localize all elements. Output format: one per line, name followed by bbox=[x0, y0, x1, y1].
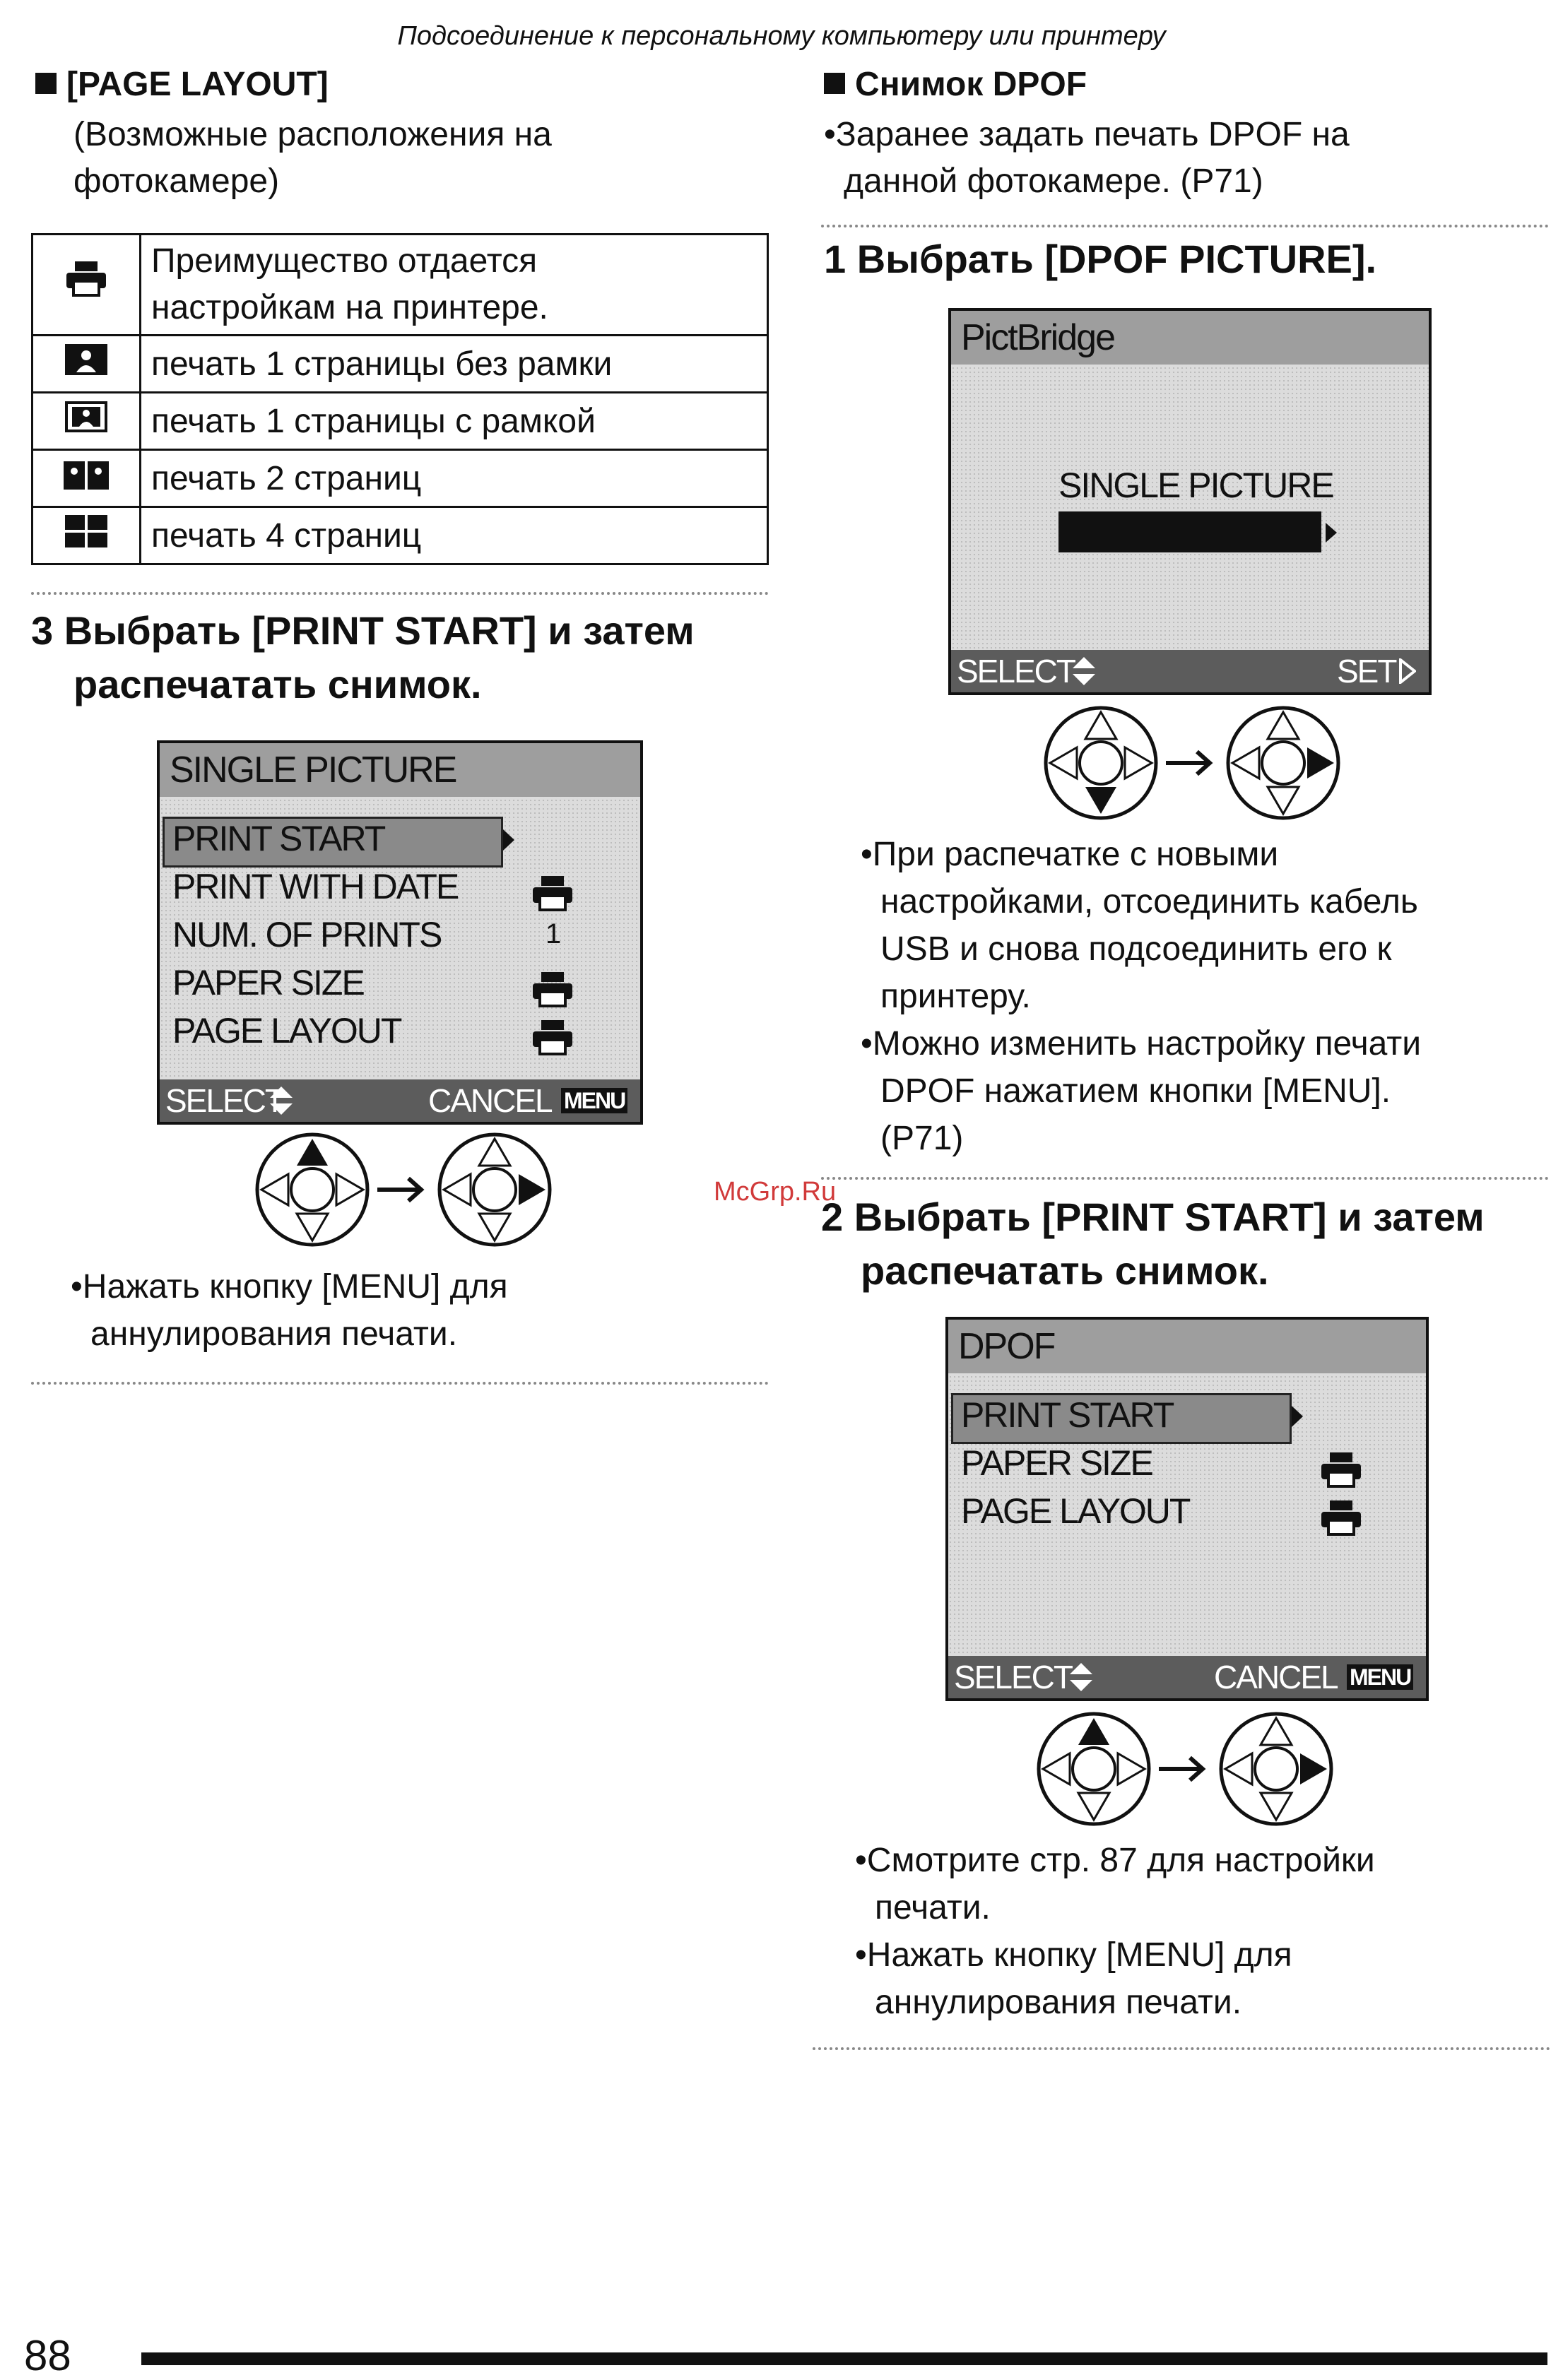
footer-select-label: SELECT bbox=[954, 1659, 1072, 1695]
single-border-icon bbox=[65, 401, 107, 432]
footer-select-label: SELECT bbox=[165, 1082, 283, 1119]
watermark: McGrp.Ru bbox=[714, 1177, 837, 1207]
footer-rule bbox=[141, 2352, 1547, 2365]
running-header: Подсоединение к персональному компьютеру или принтеру bbox=[397, 21, 1166, 51]
updown-arrows-icon bbox=[1068, 656, 1099, 687]
step-1-title: 1 Выбрать [DPOF PICTURE]. bbox=[824, 237, 1377, 281]
note-cancel-print: •Нажать кнопку [MENU] для аннулирования печати. bbox=[71, 1268, 508, 1353]
menu-button-tag: MENU bbox=[1347, 1664, 1413, 1690]
single-borderless-icon bbox=[65, 344, 107, 375]
dial-up-icon bbox=[257, 1135, 367, 1245]
divider bbox=[31, 1382, 769, 1385]
section-title-page-layout: [PAGE LAYOUT] bbox=[35, 65, 329, 104]
page-layout-table bbox=[31, 233, 769, 565]
two-page-icon bbox=[64, 461, 109, 490]
updown-arrows-icon bbox=[1066, 1662, 1097, 1693]
screen-title: PictBridge bbox=[951, 311, 1429, 365]
printer-icon bbox=[1319, 1499, 1364, 1536]
arrow-right-icon bbox=[1290, 1404, 1304, 1428]
square-bullet-icon bbox=[824, 73, 845, 94]
menu-item-single-picture[interactable]: SINGLE PICTURE bbox=[1058, 466, 1333, 505]
screen-footer bbox=[160, 1079, 640, 1122]
menu-item-print-with-date[interactable]: PRINT WITH DATE bbox=[172, 867, 459, 906]
square-bullet-icon bbox=[35, 73, 57, 94]
menu-item-print-start[interactable]: PRINT START bbox=[172, 819, 385, 858]
section-title-dpof: Снимок DPOF bbox=[824, 65, 1087, 104]
dial-navigation-diagram bbox=[252, 1129, 555, 1250]
printer-icon bbox=[530, 971, 575, 1007]
dial-navigation-diagram bbox=[1040, 702, 1344, 824]
footer-cancel-label: CANCEL bbox=[428, 1082, 552, 1119]
camera-screen-single-picture bbox=[157, 740, 643, 1125]
printer-icon bbox=[530, 875, 575, 911]
table-cell-text: Преимущество отдается настройкам на принтере. bbox=[141, 235, 768, 336]
footer-cancel-label: CANCEL bbox=[1214, 1659, 1338, 1695]
step-3-title: 3 Выбрать [PRINT START] и затем bbox=[31, 608, 695, 653]
notes-step-1: •При распечатке с новыми настройками, отсоединить кабель USB и снова подсоединить его к принтеру. •Можно изменить настройку печати DPOF нажатием кнопки [MENU]. (P71) bbox=[861, 836, 1422, 1157]
table-cell-text: печать 4 страниц bbox=[141, 507, 768, 564]
camera-screen-dpof bbox=[945, 1317, 1429, 1701]
dial-right-icon bbox=[440, 1135, 550, 1245]
arrow-right-icon bbox=[1399, 658, 1416, 684]
dial-navigation-diagram bbox=[1033, 1708, 1337, 1830]
selection-highlight bbox=[1058, 511, 1321, 552]
arrow-right-icon bbox=[502, 828, 516, 852]
screen-title: DPOF bbox=[948, 1320, 1426, 1373]
screen-footer bbox=[951, 650, 1429, 692]
step-2-title: 2 Выбрать [PRINT START] и затем bbox=[821, 1195, 1485, 1239]
section-subtitle-dpof: •Заранее задать печать DPOF на данной фотокамере. (P71) bbox=[824, 116, 1350, 200]
table-cell-text: печать 1 страницы без рамки bbox=[141, 336, 768, 393]
notes-step-2: •Смотрите стр. 87 для настройки печати. •Нажать кнопку [MENU] для аннулирования печати. bbox=[855, 1842, 1375, 2021]
printer-icon bbox=[530, 1019, 575, 1055]
table-row bbox=[33, 336, 768, 393]
screen-title: SINGLE PICTURE bbox=[160, 743, 640, 797]
step-3-title-line2: распечатать снимок. bbox=[73, 662, 482, 706]
dial-up-icon bbox=[1039, 1714, 1149, 1824]
section-subtitle: (Возможные расположения на фотокамере) bbox=[73, 116, 552, 200]
divider bbox=[813, 2047, 1550, 2050]
menu-item-page-layout[interactable]: PAGE LAYOUT bbox=[961, 1491, 1190, 1531]
printer-icon bbox=[1319, 1451, 1364, 1488]
dial-right-icon bbox=[1221, 1714, 1331, 1824]
divider bbox=[821, 1177, 1549, 1180]
arrow-right-icon bbox=[1324, 521, 1338, 544]
menu-item-paper-size[interactable]: PAPER SIZE bbox=[961, 1443, 1152, 1483]
menu-item-print-start[interactable]: PRINT START bbox=[961, 1395, 1174, 1435]
menu-item-num-of-prints[interactable]: NUM. OF PRINTS bbox=[172, 915, 442, 954]
footer-set-label: SET bbox=[1337, 653, 1396, 689]
menu-item-page-layout[interactable]: PAGE LAYOUT bbox=[172, 1011, 401, 1050]
dial-right-icon bbox=[1228, 708, 1338, 818]
divider bbox=[31, 592, 769, 595]
dial-down-icon bbox=[1046, 708, 1156, 818]
page-number: 88 bbox=[24, 2332, 71, 2379]
num-of-prints-value: 1 bbox=[545, 918, 560, 949]
table-row bbox=[33, 393, 768, 450]
updown-arrows-icon bbox=[266, 1085, 297, 1116]
footer-select-label: SELECT bbox=[957, 653, 1075, 689]
table-row bbox=[33, 450, 768, 507]
four-page-icon bbox=[65, 515, 107, 547]
screen-footer bbox=[948, 1656, 1426, 1698]
step-2-title-line2: распечатать снимок. bbox=[861, 1248, 1269, 1293]
table-cell-text: печать 2 страниц bbox=[141, 450, 768, 507]
camera-screen-pictbridge bbox=[948, 308, 1432, 695]
menu-button-tag: MENU bbox=[561, 1088, 627, 1113]
table-row bbox=[33, 235, 768, 336]
table-cell-icon bbox=[33, 235, 141, 336]
menu-item-paper-size[interactable]: PAPER SIZE bbox=[172, 963, 364, 1002]
table-row bbox=[33, 507, 768, 564]
printer-icon bbox=[64, 260, 109, 297]
divider bbox=[821, 225, 1549, 227]
table-cell-text: печать 1 страницы с рамкой bbox=[141, 393, 768, 450]
